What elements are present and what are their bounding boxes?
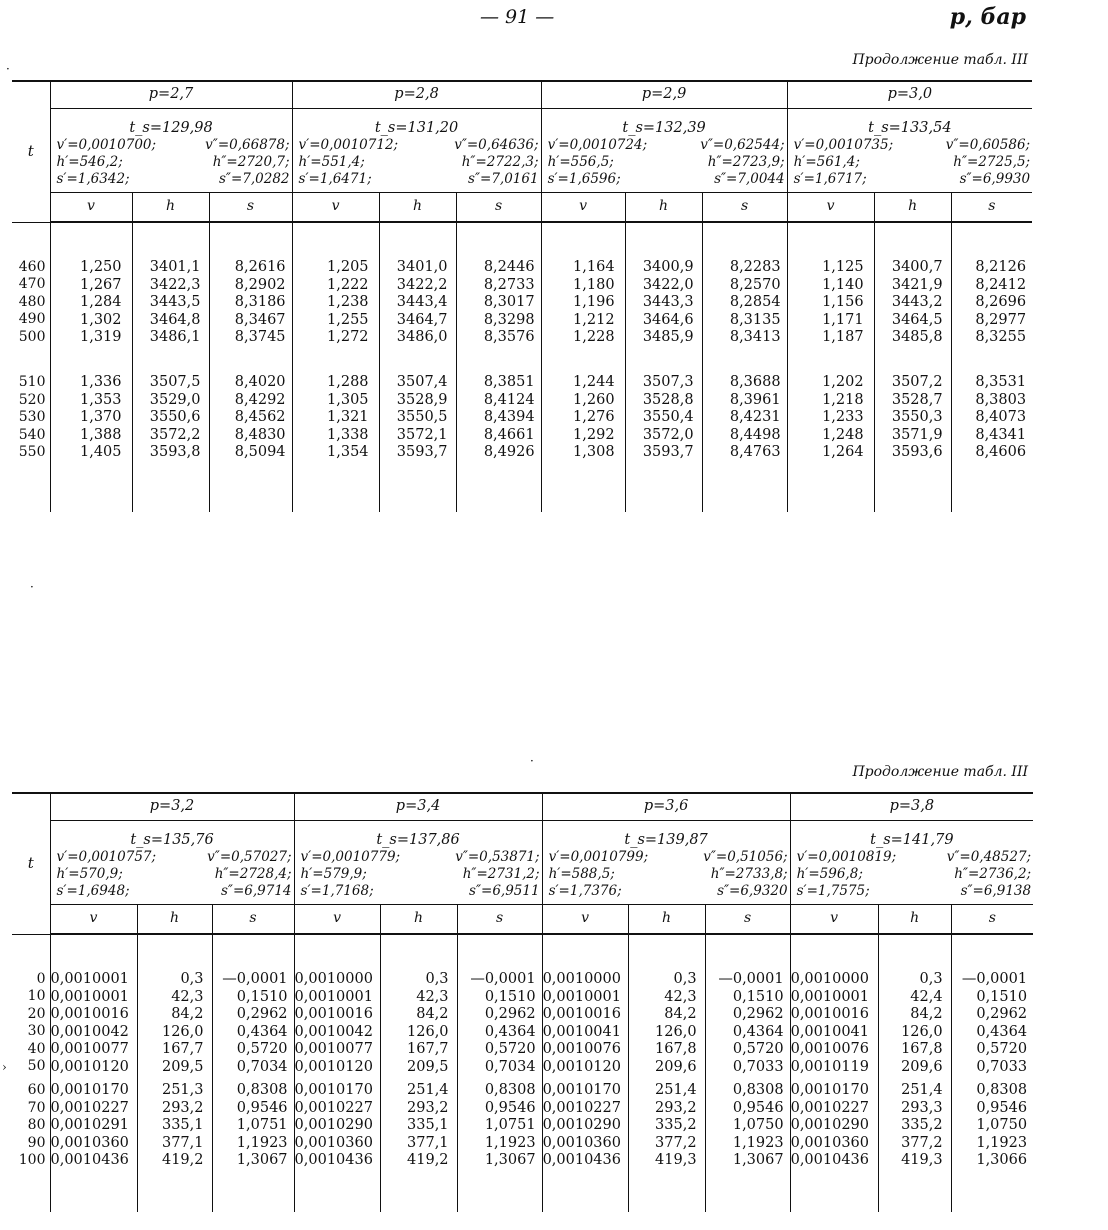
s-values bbox=[212, 934, 294, 1082]
pressure-label: p=2,7 bbox=[50, 81, 292, 109]
property-s1: s′=1,6948; bbox=[56, 883, 130, 899]
property-v1: v′=0,0010724; bbox=[547, 137, 648, 153]
property-v2: v″=0,48527; bbox=[946, 849, 1032, 865]
property-s1: s′=1,6471; bbox=[298, 171, 372, 187]
property-v1: v′=0,0010735; bbox=[793, 137, 894, 153]
property-line bbox=[549, 883, 788, 900]
property-line bbox=[57, 171, 290, 188]
pressure-label: p=2,8 bbox=[292, 81, 541, 109]
h-value-list: 3507,2 3528,7 3550,3 3571,9 3593,6 bbox=[891, 374, 943, 460]
temperature-values bbox=[12, 1082, 50, 1212]
s-values bbox=[705, 1082, 790, 1212]
property-v1: v′=0,0010712; bbox=[298, 137, 399, 153]
s-value-list: —0,0001 0,1510 0,2962 0,4364 0,5720 0,7033 bbox=[718, 971, 784, 1075]
v-value-list: 0,0010000 0,0010001 0,0010016 0,0010041 0,0010076 0,0010119 bbox=[790, 971, 870, 1075]
s-value-list: 0,8308 0,9546 1,0750 1,1923 1,3066 bbox=[976, 1082, 1028, 1168]
temperature-column-header: t bbox=[12, 81, 50, 222]
column-label-v: v bbox=[294, 905, 380, 935]
temperature-value-list: 460 470 480 490 500 bbox=[18, 258, 46, 345]
s-value-list: 8,4020 8,4292 8,4562 8,4830 8,5094 bbox=[234, 374, 286, 460]
property-line bbox=[301, 883, 540, 900]
h-values bbox=[878, 1082, 951, 1212]
column-label-h: h bbox=[628, 905, 705, 935]
property-h2: h″=2723,9; bbox=[707, 154, 785, 170]
column-label-v: v bbox=[541, 193, 625, 223]
h-value-list: 0,3 42,4 84,2 126,0 167,8 209,6 bbox=[901, 971, 943, 1075]
pressure-label: p=3,8 bbox=[790, 793, 1033, 821]
property-v1: v′=0,0010757; bbox=[56, 849, 157, 865]
h-value-list: 3401,1 3422,3 3443,5 3464,8 3486,1 bbox=[149, 259, 201, 345]
v-values bbox=[790, 934, 878, 1082]
v-value-list: 1,336 1,353 1,370 1,388 1,405 bbox=[79, 374, 122, 460]
speck: › bbox=[2, 1060, 7, 1074]
temperature-column-header: t bbox=[12, 793, 50, 934]
saturation-properties bbox=[50, 137, 292, 193]
property-s2: s″=7,0161 bbox=[468, 171, 539, 187]
h-value-list: 251,3 293,2 335,1 377,1 419,2 bbox=[161, 1082, 204, 1168]
h-values bbox=[628, 1082, 705, 1212]
s-values bbox=[209, 222, 292, 374]
v-values bbox=[50, 934, 137, 1082]
property-h1: h′=570,9; bbox=[56, 866, 123, 882]
column-label-v: v bbox=[50, 193, 132, 223]
data-row-group bbox=[12, 934, 1033, 1082]
pressure-label: p=3,4 bbox=[294, 793, 542, 821]
property-line bbox=[301, 866, 540, 883]
s-value-list: —0,0001 0,1510 0,2962 0,4364 0,5720 0,7033 bbox=[961, 971, 1028, 1075]
property-v2: v″=0,64636; bbox=[454, 137, 539, 153]
property-s1: s′=1,6596; bbox=[547, 171, 621, 187]
property-s2: s″=6,9930 bbox=[959, 171, 1031, 187]
property-s1: s′=1,7168; bbox=[300, 883, 374, 899]
property-line bbox=[57, 849, 292, 866]
property-v2: v″=0,53871; bbox=[455, 849, 540, 865]
s-values bbox=[457, 1082, 542, 1212]
saturation-properties bbox=[292, 137, 541, 193]
property-s2: s″=7,0044 bbox=[714, 171, 785, 187]
table-caption: Продолжение табл. III bbox=[852, 764, 1028, 780]
h-values bbox=[874, 374, 951, 512]
column-label-v: v bbox=[292, 193, 379, 223]
saturation-temperature: t_s=132,39 bbox=[541, 109, 787, 138]
property-line bbox=[299, 171, 539, 188]
property-h1: h′=588,5; bbox=[548, 866, 615, 882]
column-label-s: s bbox=[209, 193, 292, 223]
saturation-properties bbox=[787, 137, 1032, 193]
h-value-list: 3507,4 3528,9 3550,5 3572,1 3593,7 bbox=[396, 374, 448, 460]
steam-table bbox=[12, 792, 1033, 1212]
s-value-list: —0,0001 0,1510 0,2962 0,4364 0,5720 0,7034 bbox=[470, 971, 536, 1075]
saturation-properties bbox=[50, 849, 294, 905]
v-values bbox=[542, 934, 628, 1082]
property-h2: h″=2728,4; bbox=[214, 866, 292, 882]
property-line bbox=[794, 154, 1031, 171]
s-values bbox=[951, 1082, 1033, 1212]
temperature-value-list: 0 10 20 30 40 50 bbox=[27, 970, 46, 1074]
v-values bbox=[787, 222, 874, 374]
h-value-list: 3400,7 3421,9 3443,2 3464,5 3485,8 bbox=[891, 259, 943, 345]
saturation-temperature: t_s=139,87 bbox=[542, 821, 790, 850]
h-values bbox=[874, 222, 951, 374]
h-value-list: 3400,9 3422,0 3443,3 3464,6 3485,9 bbox=[642, 259, 694, 345]
pressure-label: p=3,6 bbox=[542, 793, 790, 821]
property-h2: h″=2725,5; bbox=[953, 154, 1031, 170]
saturation-temperature: t_s=129,98 bbox=[50, 109, 292, 138]
pressure-header-row bbox=[12, 793, 1033, 821]
property-line bbox=[57, 137, 290, 154]
property-s2: s″=6,9511 bbox=[469, 883, 540, 899]
saturation-properties-row bbox=[12, 137, 1032, 193]
s-value-list: 0,8308 0,9546 1,0751 1,1923 1,3067 bbox=[484, 1082, 536, 1168]
saturation-properties bbox=[541, 137, 787, 193]
column-label-s: s bbox=[702, 193, 787, 223]
property-s1: s′=1,6717; bbox=[793, 171, 867, 187]
h-value-list: 251,4 293,3 335,2 377,2 419,3 bbox=[901, 1082, 943, 1168]
v-values bbox=[542, 1082, 628, 1212]
h-values bbox=[137, 934, 212, 1082]
property-h2: h″=2736,2; bbox=[954, 866, 1032, 882]
property-line bbox=[794, 137, 1031, 154]
v-values bbox=[292, 374, 379, 512]
v-value-list: 0,0010000 0,0010001 0,0010016 0,0010042 0,0010077 0,0010120 bbox=[294, 971, 373, 1075]
saturation-temperature: t_s=133,54 bbox=[868, 119, 952, 136]
h-value-list: 251,4 293,2 335,2 377,2 419,3 bbox=[655, 1082, 697, 1168]
property-h2: h″=2722,3; bbox=[461, 154, 539, 170]
property-h2: h″=2720,7; bbox=[212, 154, 290, 170]
data-row-group bbox=[12, 374, 1032, 512]
property-line bbox=[797, 883, 1032, 900]
v-value-list: 1,202 1,218 1,233 1,248 1,264 bbox=[822, 374, 864, 460]
h-values bbox=[625, 374, 702, 512]
v-value-list: 1,250 1,267 1,284 1,302 1,319 bbox=[79, 259, 122, 345]
property-line bbox=[549, 866, 788, 883]
column-label-h: h bbox=[379, 193, 456, 223]
property-h2: h″=2731,2; bbox=[462, 866, 540, 882]
property-h1: h′=596,8; bbox=[796, 866, 863, 882]
s-value-list: 8,3531 8,3803 8,4073 8,4341 8,4606 bbox=[975, 374, 1027, 460]
saturation-temperature-row bbox=[12, 109, 1032, 138]
saturation-temperature: t_s=135,76 bbox=[50, 821, 294, 850]
pressure-label: p=3,2 bbox=[50, 793, 294, 821]
h-values bbox=[132, 222, 209, 374]
column-label-v: v bbox=[790, 905, 878, 935]
data-row-group bbox=[12, 1082, 1033, 1212]
speck: · bbox=[30, 580, 34, 594]
s-value-list: 8,2616 8,2902 8,3186 8,3467 8,3745 bbox=[234, 259, 286, 345]
v-value-list: 1,164 1,180 1,196 1,212 1,228 bbox=[573, 259, 615, 345]
property-v1: v′=0,0010799; bbox=[548, 849, 649, 865]
column-label-h: h bbox=[878, 905, 951, 935]
property-line bbox=[548, 171, 785, 188]
v-values bbox=[50, 1082, 137, 1212]
saturation-temperature-row bbox=[12, 821, 1033, 850]
property-h1: h′=561,4; bbox=[793, 154, 860, 170]
h-values bbox=[379, 222, 456, 374]
s-value-list: 8,2126 8,2412 8,2696 8,2977 8,3255 bbox=[975, 259, 1027, 345]
h-value-list: 3507,3 3528,8 3550,4 3572,0 3593,7 bbox=[642, 374, 694, 460]
v-values bbox=[541, 374, 625, 512]
h-values bbox=[628, 934, 705, 1082]
h-values bbox=[132, 374, 209, 512]
data-row-group bbox=[12, 222, 1032, 374]
property-v1: v′=0,0010779; bbox=[300, 849, 401, 865]
property-h2: h″=2733,8; bbox=[710, 866, 788, 882]
s-values bbox=[456, 222, 541, 374]
temperature-value-list: 60 70 80 90 100 bbox=[18, 1082, 46, 1168]
v-value-list: 1,205 1,222 1,238 1,255 1,272 bbox=[327, 259, 369, 345]
column-labels-row bbox=[12, 905, 1033, 935]
property-s1: s′=1,7376; bbox=[548, 883, 622, 899]
property-s2: s″=6,9714 bbox=[221, 883, 292, 899]
property-s2: s″=7,0282 bbox=[219, 171, 290, 187]
property-v1: v′=0,0010700; bbox=[56, 137, 157, 153]
h-values bbox=[379, 374, 456, 512]
s-values bbox=[702, 222, 787, 374]
v-value-list: 0,0010170 0,0010227 0,0010290 0,0010360 0,0010436 bbox=[542, 1082, 621, 1168]
property-v2: v″=0,60586; bbox=[945, 137, 1031, 153]
s-value-list: 0,8308 0,9546 1,0751 1,1923 1,3067 bbox=[236, 1082, 288, 1168]
s-values bbox=[212, 1082, 294, 1212]
h-values bbox=[625, 222, 702, 374]
s-values bbox=[705, 934, 790, 1082]
s-values bbox=[209, 374, 292, 512]
column-label-s: s bbox=[212, 905, 294, 935]
property-h1: h′=556,5; bbox=[547, 154, 614, 170]
s-value-list: —0,0001 0,1510 0,2962 0,4364 0,5720 0,7034 bbox=[222, 971, 288, 1075]
s-value-list: 8,2446 8,2733 8,3017 8,3298 8,3576 bbox=[483, 259, 535, 345]
v-value-list: 0,0010170 0,0010227 0,0010290 0,0010360 0,0010436 bbox=[790, 1082, 870, 1168]
property-line bbox=[57, 154, 290, 171]
temperature-values bbox=[12, 934, 50, 1082]
column-label-s: s bbox=[705, 905, 790, 935]
s-value-list: 8,2283 8,2570 8,2854 8,3135 8,3413 bbox=[729, 259, 781, 345]
column-label-v: v bbox=[787, 193, 874, 223]
property-line bbox=[299, 137, 539, 154]
property-h1: h′=546,2; bbox=[56, 154, 123, 170]
property-v2: v″=0,51056; bbox=[703, 849, 788, 865]
temperature-values bbox=[12, 374, 50, 512]
temperature-value-list: 510 520 530 540 550 bbox=[18, 374, 46, 460]
column-label-h: h bbox=[625, 193, 702, 223]
s-value-list: 0,8308 0,9546 1,0750 1,1923 1,3067 bbox=[732, 1082, 784, 1168]
column-label-v: v bbox=[542, 905, 628, 935]
s-value-list: 8,3851 8,4124 8,4394 8,4661 8,4926 bbox=[483, 374, 535, 460]
column-label-s: s bbox=[457, 905, 542, 935]
saturation-temperature: t_s=131,20 bbox=[292, 109, 541, 138]
saturation-properties bbox=[542, 849, 790, 905]
property-line bbox=[299, 154, 539, 171]
unit-label: p, бар bbox=[949, 4, 1026, 30]
property-s1: s′=1,6342; bbox=[56, 171, 130, 187]
temperature-values bbox=[12, 222, 50, 374]
page-number: — 91 — bbox=[480, 6, 555, 28]
steam-table bbox=[12, 80, 1032, 512]
property-line bbox=[797, 849, 1032, 866]
s-values bbox=[951, 222, 1032, 374]
property-line bbox=[548, 137, 785, 154]
s-values bbox=[457, 934, 542, 1082]
s-values bbox=[951, 934, 1033, 1082]
v-values bbox=[50, 374, 132, 512]
v-values bbox=[292, 222, 379, 374]
column-label-s: s bbox=[456, 193, 541, 223]
column-label-h: h bbox=[132, 193, 209, 223]
s-values bbox=[456, 374, 541, 512]
h-values bbox=[380, 1082, 457, 1212]
property-s2: s″=6,9320 bbox=[717, 883, 788, 899]
h-values bbox=[878, 934, 951, 1082]
v-value-list: 1,244 1,260 1,276 1,292 1,308 bbox=[573, 374, 615, 460]
property-line bbox=[797, 866, 1032, 883]
pressure-label: p=2,9 bbox=[541, 81, 787, 109]
v-values bbox=[50, 222, 132, 374]
saturation-temperature: t_s=141,79 bbox=[870, 831, 954, 848]
property-s2: s″=6,9138 bbox=[960, 883, 1032, 899]
h-value-list: 3507,5 3529,0 3550,6 3572,2 3593,8 bbox=[149, 374, 201, 460]
s-value-list: 8,3688 8,3961 8,4231 8,4498 8,4763 bbox=[729, 374, 781, 460]
saturation-temperature: t_s=137,86 bbox=[294, 821, 542, 850]
saturation-properties bbox=[294, 849, 542, 905]
property-s1: s′=1,7575; bbox=[796, 883, 870, 899]
property-line bbox=[794, 171, 1031, 188]
property-v2: v″=0,57027; bbox=[207, 849, 292, 865]
v-values bbox=[787, 374, 874, 512]
saturation-properties bbox=[790, 849, 1033, 905]
property-line bbox=[57, 866, 292, 883]
property-line bbox=[57, 883, 292, 900]
v-value-list: 0,0010001 0,0010001 0,0010016 0,0010042 0,0010077 0,0010120 bbox=[50, 971, 129, 1075]
column-label-s: s bbox=[951, 193, 1032, 223]
column-label-v: v bbox=[50, 905, 137, 935]
h-value-list: 251,4 293,2 335,1 377,1 419,2 bbox=[407, 1082, 449, 1168]
property-v2: v″=0,66878; bbox=[205, 137, 290, 153]
h-values bbox=[137, 1082, 212, 1212]
pressure-header-row bbox=[12, 81, 1032, 109]
s-values bbox=[951, 374, 1032, 512]
column-label-s: s bbox=[951, 905, 1033, 935]
property-line bbox=[549, 849, 788, 866]
v-value-list: 0,0010000 0,0010001 0,0010016 0,0010041 0,0010076 0,0010120 bbox=[542, 971, 621, 1075]
h-values bbox=[380, 934, 457, 1082]
property-line bbox=[301, 849, 540, 866]
h-value-list: 0,3 42,3 84,2 126,0 167,7 209,5 bbox=[161, 971, 204, 1075]
property-v2: v″=0,62544; bbox=[700, 137, 785, 153]
column-label-h: h bbox=[137, 905, 212, 935]
speck: · bbox=[530, 754, 534, 768]
v-value-list: 1,288 1,305 1,321 1,338 1,354 bbox=[327, 374, 369, 460]
h-value-list: 0,3 42,3 84,2 126,0 167,8 209,6 bbox=[655, 971, 697, 1075]
saturation-properties-row bbox=[12, 849, 1033, 905]
v-value-list: 0,0010170 0,0010227 0,0010291 0,0010360 0,0010436 bbox=[50, 1082, 129, 1168]
property-line bbox=[548, 154, 785, 171]
property-v1: v′=0,0010819; bbox=[796, 849, 897, 865]
h-value-list: 0,3 42,3 84,2 126,0 167,7 209,5 bbox=[407, 971, 449, 1075]
property-h1: h′=579,9; bbox=[300, 866, 367, 882]
column-label-h: h bbox=[874, 193, 951, 223]
v-value-list: 0,0010170 0,0010227 0,0010290 0,0010360 0,0010436 bbox=[294, 1082, 373, 1168]
property-h1: h′=551,4; bbox=[298, 154, 365, 170]
v-value-list: 1,125 1,140 1,156 1,171 1,187 bbox=[822, 259, 864, 345]
column-labels-row bbox=[12, 193, 1032, 223]
column-label-h: h bbox=[380, 905, 457, 935]
s-values bbox=[702, 374, 787, 512]
pressure-label: p=3,0 bbox=[787, 81, 1032, 109]
h-value-list: 3401,0 3422,2 3443,4 3464,7 3486,0 bbox=[396, 259, 448, 345]
table-caption: Продолжение табл. III bbox=[852, 52, 1028, 68]
v-values bbox=[294, 1082, 380, 1212]
v-values bbox=[294, 934, 380, 1082]
v-values bbox=[790, 1082, 878, 1212]
v-values bbox=[541, 222, 625, 374]
speck: · bbox=[6, 62, 10, 76]
